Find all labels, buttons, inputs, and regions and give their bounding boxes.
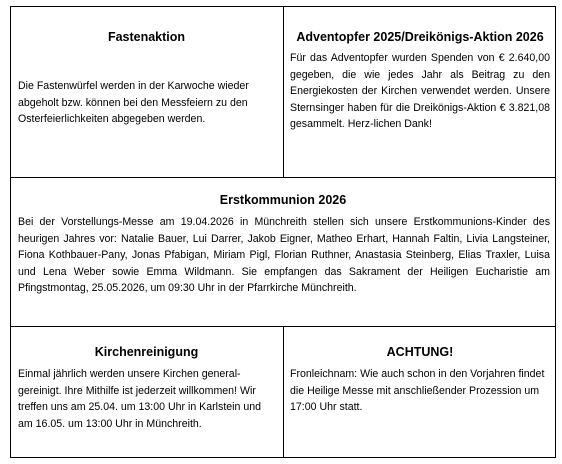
erstkommunion-text: Bei der Vorstellungs-Messe am 19.04.2026 in Münchreith stellen sich unsere Erstkommunions-Kinder des heurigen Jahres vor: Natalie Bauer, Lui Darrer, Jakob Eigner, Matheo Erhart, Hannah Faltin, Livia Langsteiner, Fiona Kothbauer-Pany, Jonas Pfabigan, Miriam Pigl, Florian Ruthner, Anastasia Steinberg, Elias Traxler, Luisa und Lena Weber sowie Emma Wildmann. Sie empfangen das Sakrament der Heiligen Eucharistie am Pfingstmontag, 25.05.2026, um 09:30 Uhr in der Pfarrkirche Münchreith. <box>18 216 550 295</box>
achtung-title: ACHTUNG! <box>386 345 454 359</box>
kirchenreinigung-text: Einmal jährlich werden unsere Kirchen general-gereinigt. Ihre Mithilfe ist jederzeit willkommen! Wir treffen uns am 25.04. um 13:00 Uhr in Karlstein und am 16.05. um 13:00 Uhr in Münchreith. <box>18 368 262 430</box>
achtung-text: Fronleichnam: Wie auch schon in den Vorjahren findet die Heilige Messe mit anschließender Prozession um 17:00 Uhr statt. <box>290 368 545 414</box>
adventopfer-title: Adventopfer 2025/Dreikönigs-Aktion 2026 <box>296 30 544 44</box>
fastenaktion-title: Fastenaktion <box>107 30 186 44</box>
erstkommunion-title: Erstkommunion 2026 <box>219 193 347 207</box>
kirchenreinigung-title: Kirchenreinigung <box>94 345 199 359</box>
divider-row-1 <box>10 177 556 178</box>
fastenaktion-text: Die Fastenwürfel werden in der Karwoche wieder abgeholt bzw. können bei den Messfeiern zu den Osterfeierlichkeiten abgegeben werden. <box>18 80 249 126</box>
adventopfer-text: Für das Adventopfer wurden Spenden von € 2.640,00 gegeben, die wie jedes Jahr als Beitrag zu den Energiekosten der Kirchen verwendet werden. Unsere Sternsinger haben für die Dreikönigs-Aktion € 3.821,08 gesammelt. Herz-lichen Dank! <box>290 52 550 131</box>
